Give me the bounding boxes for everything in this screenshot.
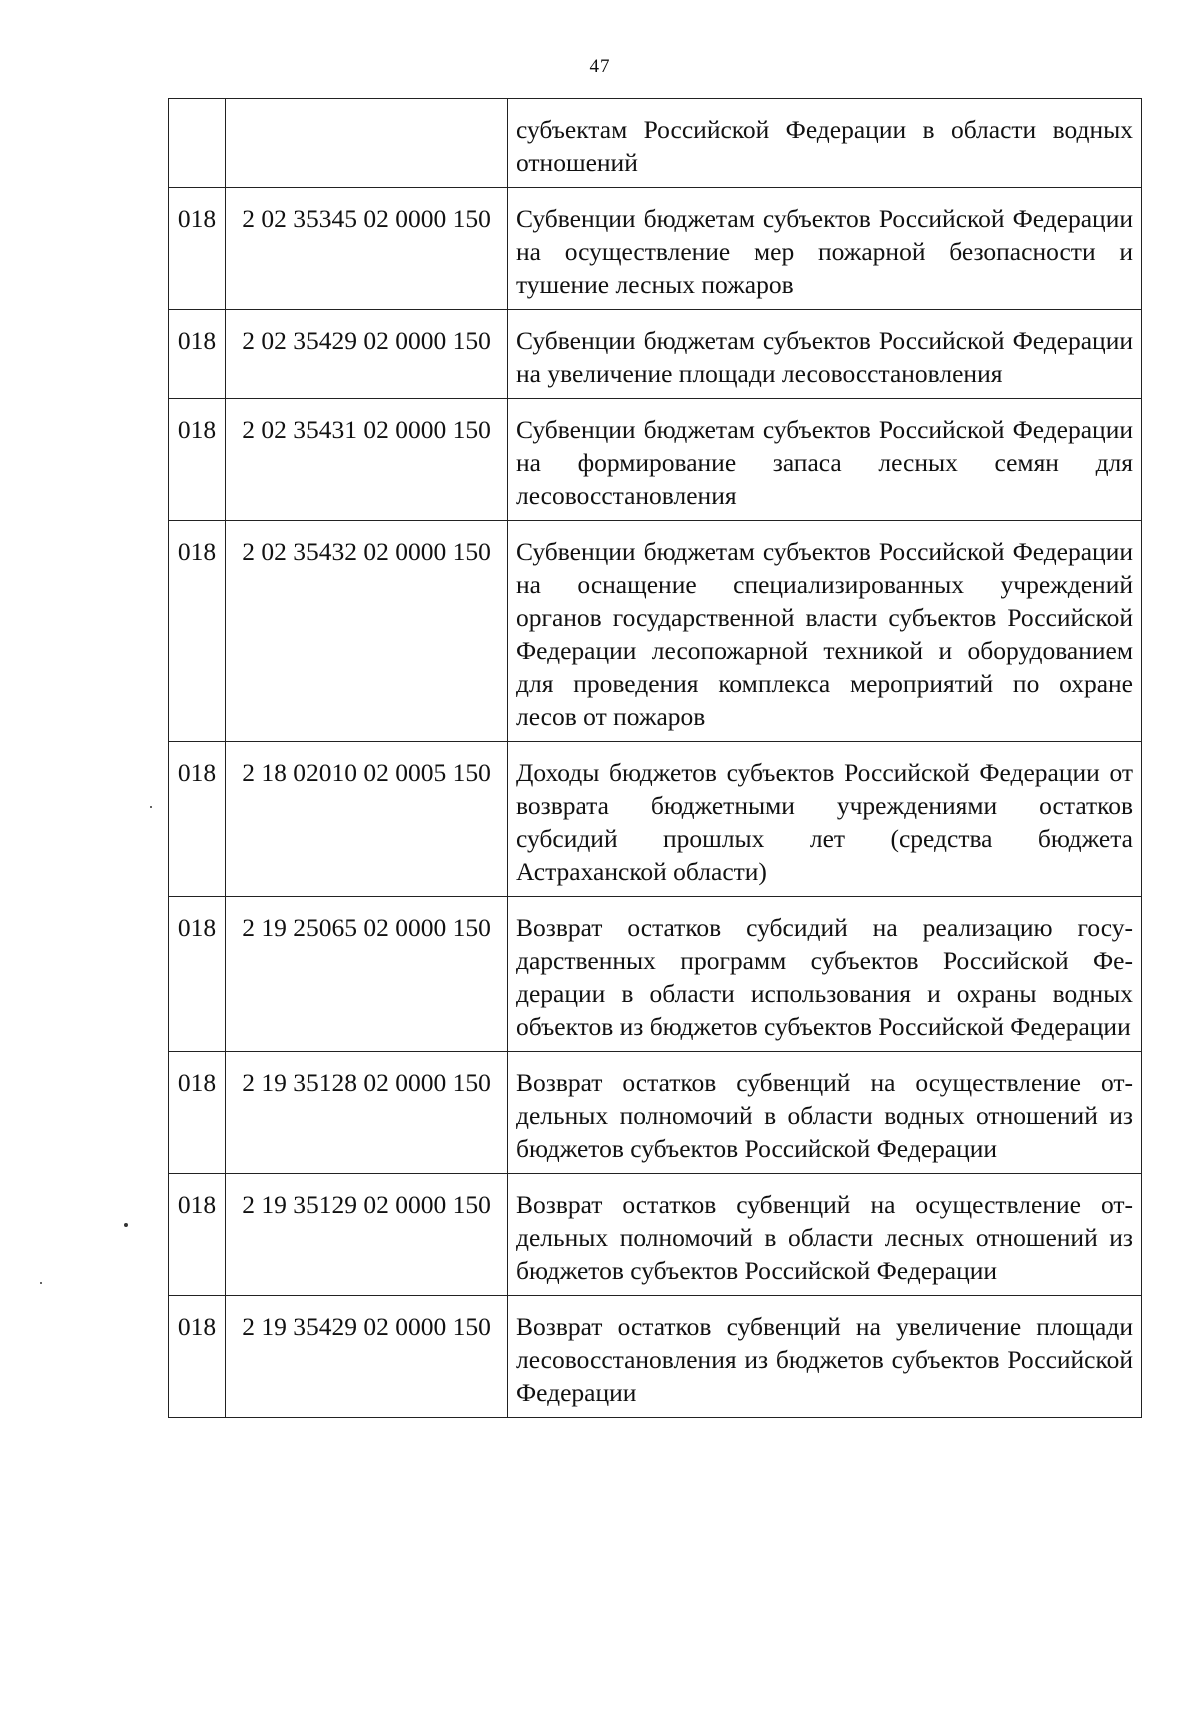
revenue-name-cell: Субвенции бюджетам субъектов Российской Федерации на увеличение площади лесовосстановления [508,310,1142,399]
admin-code-cell: 018 [169,897,226,1052]
table-row [169,99,1142,188]
revenue-name-cell: Субвенции бюджетам субъектов Российской Федерации на формирование запаса лесных семян для лесовосстановления [508,399,1142,521]
revenue-name-cell: Возврат остатков субвенций на осуществление отдельных полномочий в области водных отношений из бюджетов субъектов Российской Федерации [508,1052,1142,1174]
admin-code-cell: 018 [169,399,226,521]
revenue-name-cell: Субвенции бюджетам субъектов Российской Федерации на оснащение специализированных учреждений органов государственной власти субъектов Российской Федерации лесопожарной техникой и оборудованием для проведения комплекса мероприятий по охране лесов от пожаров [508,521,1142,742]
budget-code-cell: 2 02 35429 02 0000 150 [226,310,508,399]
revenue-name-cell: Субвенции бюджетам субъектов Российской Федерации на осуществление мер пожарной безопасности и тушение лесных пожаров [508,188,1142,310]
table-row [169,310,1142,399]
page-number: 47 [589,56,611,77]
table-row [169,1052,1142,1174]
table-row [169,1296,1142,1418]
revenue-name-cell: субъектам Российской Федерации в области водных отношений [508,99,1142,188]
table-row [169,399,1142,521]
scan-speck [150,806,152,808]
table-row [169,897,1142,1052]
table-row [169,742,1142,897]
budget-code-cell: 2 02 35431 02 0000 150 [226,399,508,521]
revenue-name-cell: Возврат остатков субвенций на осуществление отдельных полномочий в области лесных отношений из бюджетов субъектов Российской Федерации [508,1174,1142,1296]
revenue-name-cell: Возврат остатков субсидий на реализацию государственных программ субъектов Российской Федерации в области использования и охраны водных объектов из бюджетов субъектов Российской Федерации [508,897,1142,1052]
admin-code-cell: 018 [169,1296,226,1418]
admin-code-cell: 018 [169,521,226,742]
budget-code-cell: 2 19 35129 02 0000 150 [226,1174,508,1296]
admin-code-cell: 018 [169,742,226,897]
table-row [169,1174,1142,1296]
revenue-name-cell: Возврат остатков субвенций на увеличение площади лесовосстановления из бюджетов субъектов Российской Федерации [508,1296,1142,1418]
budget-code-cell: 2 19 35429 02 0000 150 [226,1296,508,1418]
scan-speck [124,1223,128,1227]
revenue-name-cell: Доходы бюджетов субъектов Российской Федерации от возврата бюджетными учреждениями остатков субсидий прошлых лет (средства бюджета Астраханской области) [508,742,1142,897]
budget-code-cell: 2 18 02010 02 0005 150 [226,742,508,897]
admin-code-cell: 018 [169,310,226,399]
admin-code-cell: 018 [169,188,226,310]
budget-code-cell: 2 19 25065 02 0000 150 [226,897,508,1052]
budget-code-cell: 2 19 35128 02 0000 150 [226,1052,508,1174]
table-row [169,188,1142,310]
admin-code-cell: 018 [169,1052,226,1174]
budget-code-cell [226,99,508,188]
scan-speck [40,1282,42,1284]
budget-code-cell: 2 02 35345 02 0000 150 [226,188,508,310]
table-row [169,521,1142,742]
admin-code-cell [169,99,226,188]
budget-code-cell: 2 02 35432 02 0000 150 [226,521,508,742]
admin-code-cell: 018 [169,1174,226,1296]
revenue-codes-table [168,98,1142,1418]
